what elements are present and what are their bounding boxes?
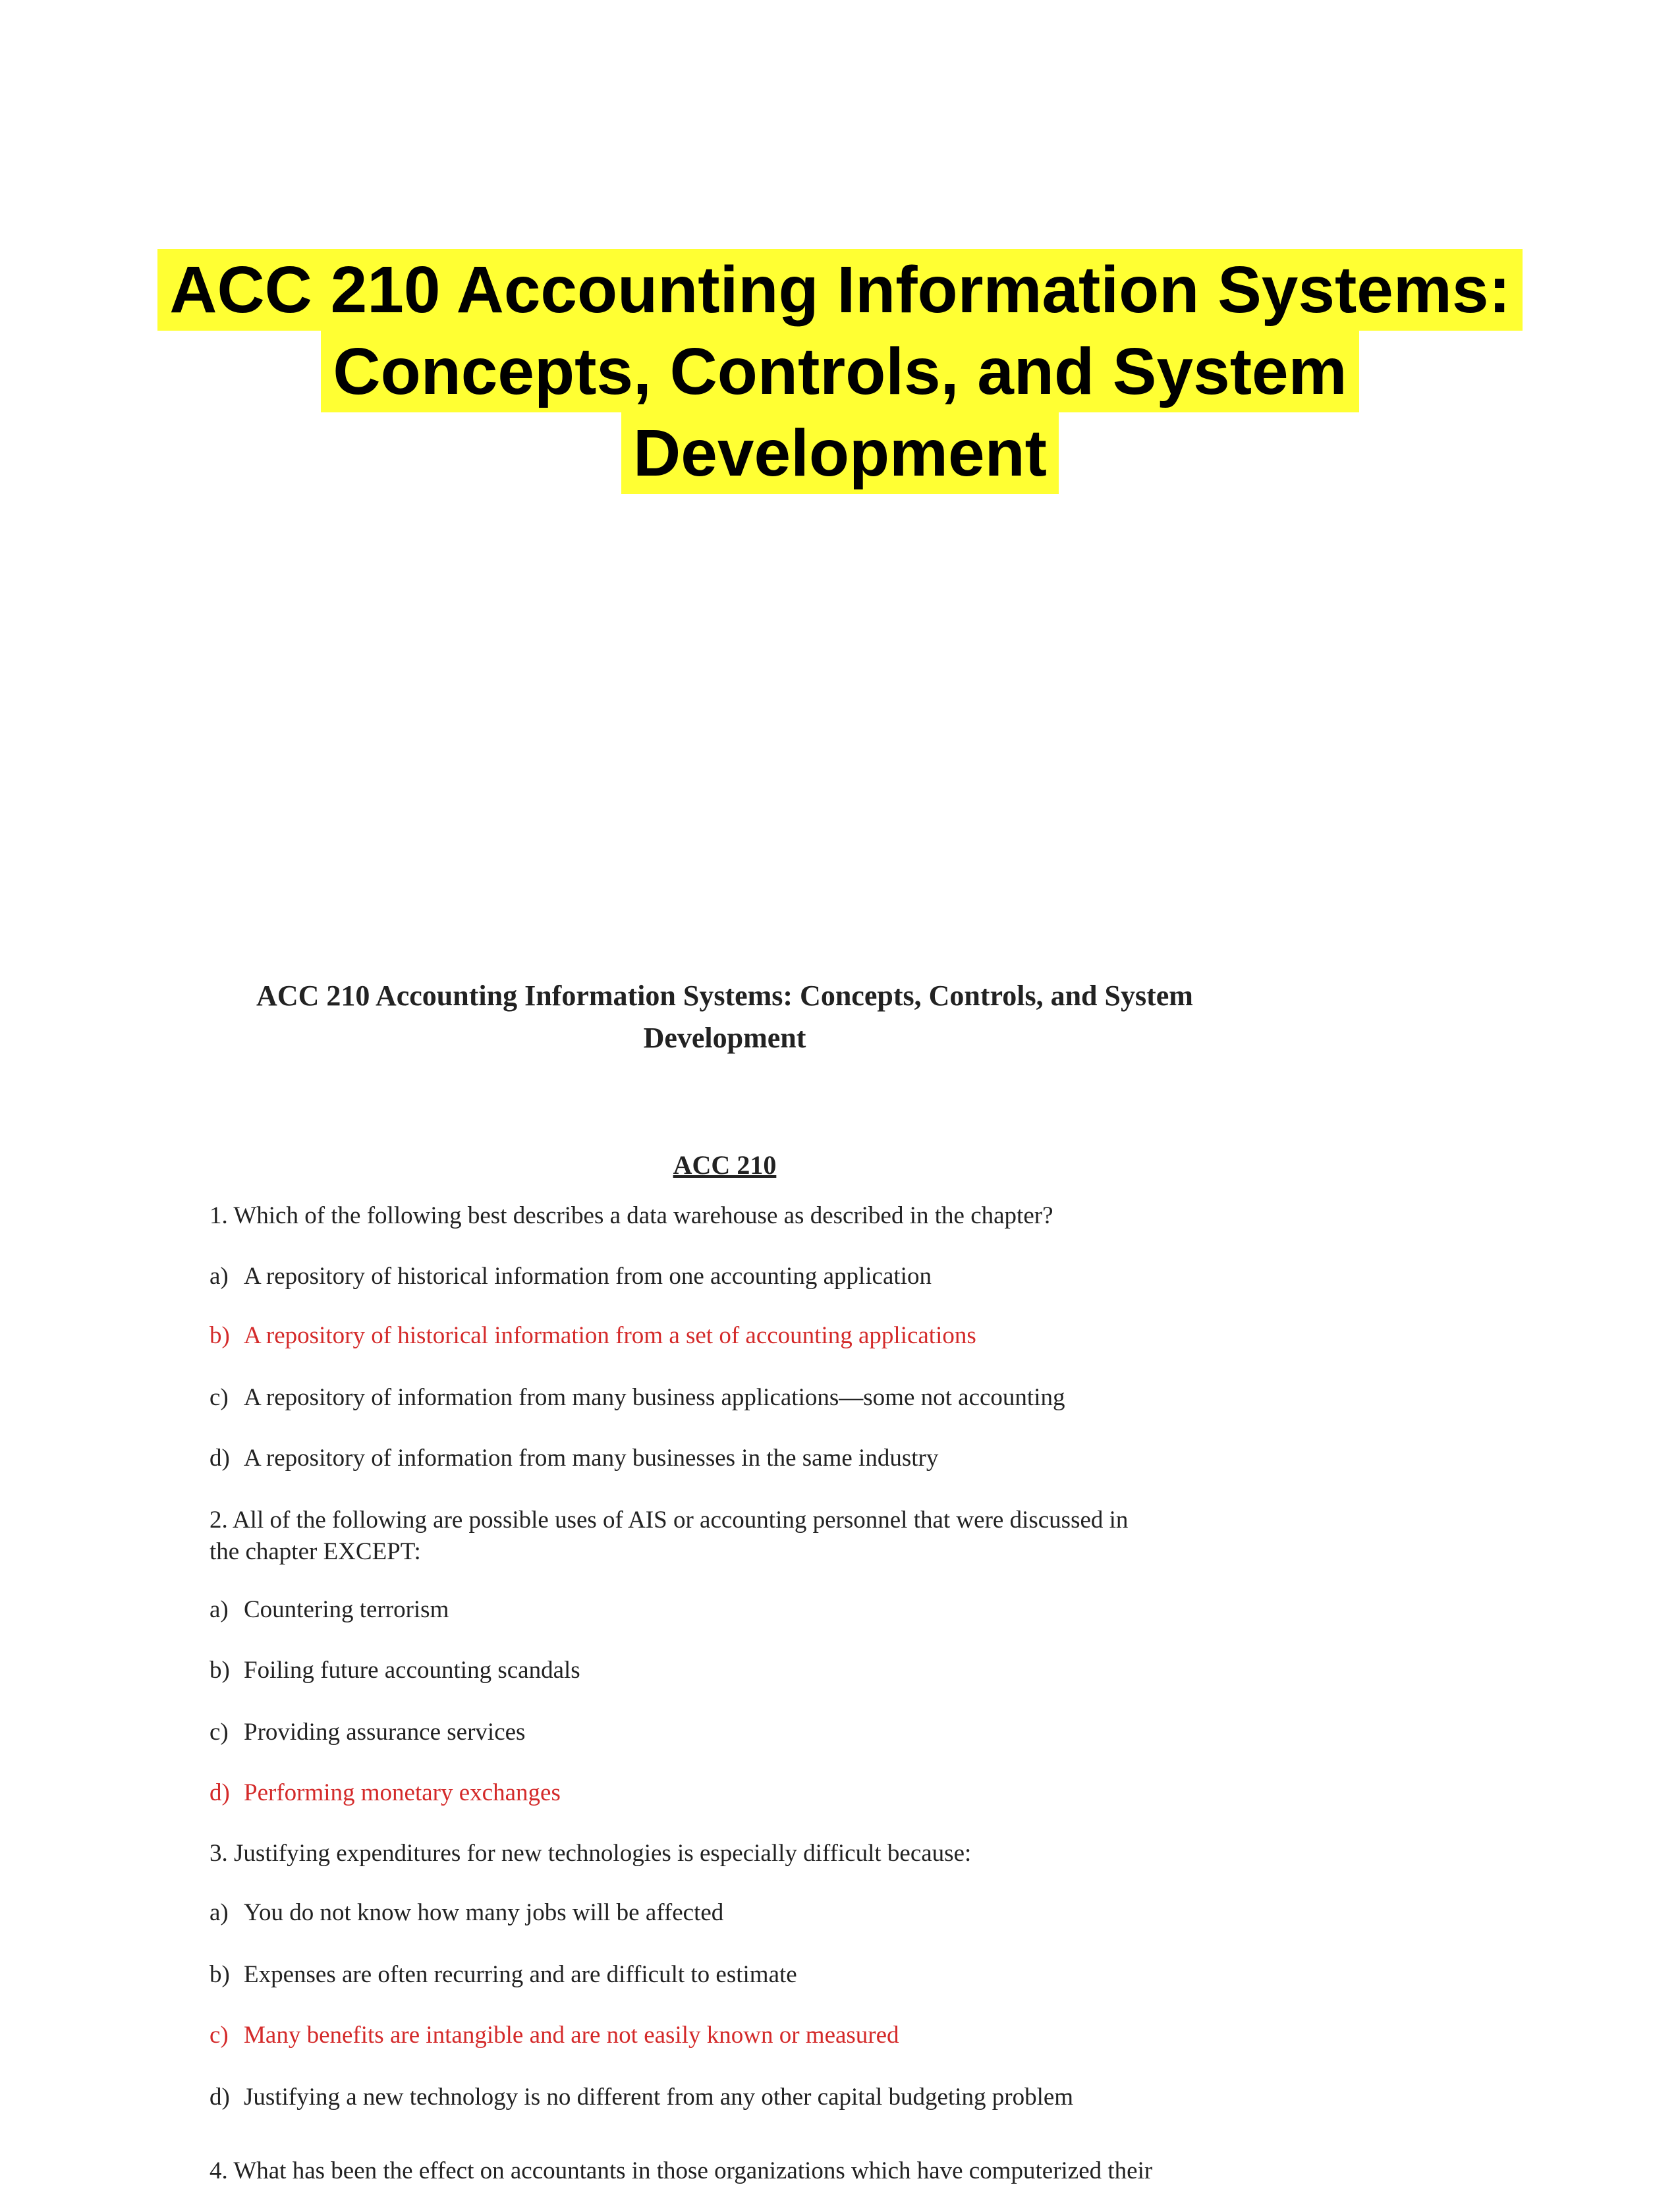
- option-text: A repository of information from many businesses in the same industry: [244, 1445, 939, 1472]
- question-1-option-c: [210, 1382, 1237, 1414]
- option-text: You do not know how many jobs will be affected: [244, 1899, 724, 1926]
- option-text: A repository of historical information from one accounting application: [244, 1263, 932, 1290]
- option-text: Justifying a new technology is no different from any other capital budgeting problem: [244, 2084, 1074, 2111]
- question-1-option-b-correct: [210, 1320, 1237, 1352]
- option-text: A repository of historical information from a set of accounting applications: [244, 1322, 976, 1349]
- question-1-option-d: [210, 1443, 1237, 1474]
- option-text: Performing monetary exchanges: [244, 1779, 561, 1806]
- option-text: Expenses are often recurring and are difficult to estimate: [244, 1961, 797, 1988]
- option-letter: b): [210, 1657, 230, 1684]
- cover-title-line-2: Concepts, Controls, and System: [321, 331, 1358, 412]
- option-letter: c): [210, 1719, 229, 1746]
- question-1-text: 1. Which of the following best describes a data warehouse as described in the chapter?: [210, 1202, 1053, 1229]
- question-2-option-b: [210, 1655, 1237, 1686]
- question-2-text-line-2: the chapter EXCEPT:: [210, 1538, 421, 1565]
- document-title-line-1: ACC 210 Accounting Information Systems: Concepts, Controls, and System: [256, 980, 1193, 1012]
- option-letter: b): [210, 1961, 230, 1988]
- question-2-option-a: [210, 1594, 1237, 1626]
- option-text: Countering terrorism: [244, 1596, 449, 1623]
- option-text: A repository of information from many business applications—some not accounting: [244, 1384, 1065, 1411]
- question-3-text: 3. Justifying expenditures for new technologies is especially difficult because:: [210, 1840, 972, 1867]
- option-letter: a): [210, 1596, 229, 1623]
- question-3-option-c-correct: [210, 2020, 1237, 2051]
- question-3-option-a: [210, 1897, 1237, 1929]
- option-letter: c): [210, 2022, 229, 2049]
- option-letter: d): [210, 1445, 230, 1472]
- document-title-line-2: Development: [643, 1022, 806, 1054]
- question-3-option-d: [210, 2082, 1237, 2113]
- option-text: Many benefits are intangible and are not easily known or measured: [244, 2022, 899, 2049]
- question-2-text-line-1: 2. All of the following are possible uses of AIS or accounting personnel that were discussed in: [210, 1507, 1129, 1534]
- question-2-text: [210, 1505, 1237, 1568]
- cover-title-line-3: Development: [621, 412, 1059, 494]
- question-3-option-b: [210, 1959, 1237, 1991]
- option-letter: a): [210, 1899, 229, 1926]
- option-letter: d): [210, 2084, 230, 2111]
- question-2-option-d-correct: [210, 1777, 1237, 1809]
- course-code-heading: ACC 210: [673, 1150, 777, 1180]
- option-letter: a): [210, 1263, 229, 1290]
- cover-title-line-1: ACC 210 Accounting Information Systems:: [157, 249, 1523, 331]
- option-letter: c): [210, 1384, 229, 1411]
- document-title: [198, 975, 1252, 1059]
- option-text: Providing assurance services: [244, 1719, 526, 1746]
- option-letter: b): [210, 1322, 230, 1349]
- question-4-text-truncated: 4. What has been the effect on accountants in those organizations which have computerized their: [210, 2157, 1153, 2184]
- option-text: Foiling future accounting scandals: [244, 1657, 580, 1684]
- question-1-option-a: [210, 1261, 1237, 1292]
- question-2-option-c: [210, 1717, 1237, 1748]
- option-letter: d): [210, 1779, 230, 1806]
